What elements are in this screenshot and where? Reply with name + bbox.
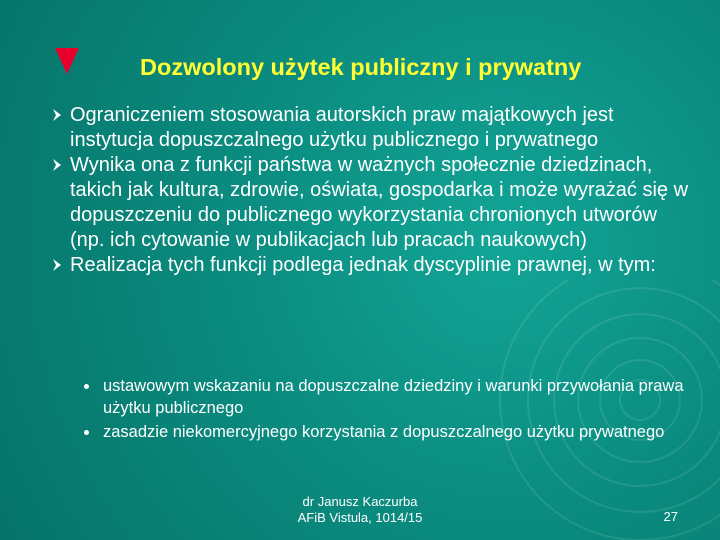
- footer-author: dr Janusz Kaczurba: [302, 494, 418, 509]
- footer-course: AFiB Vistula, 1014/15: [297, 510, 423, 525]
- arrow-bullet-icon: [52, 258, 62, 272]
- page-number: 27: [663, 509, 678, 524]
- bullet-text: Wynika ona z funkcji państwa w ważnych społecznie dziedzinach, takich jak kultura, zdrowie, oświata, gospodarka i może wyrażać się w dopuszczeniu do publicznego wykorzystania chronionych utworów (np. ich cytowanie w publikacjach lub pracach naukowych): [70, 154, 689, 251]
- sub-bullet-text: zasadzie niekomercyjnego korzystania z dopuszczalnego użytku prywatnego: [103, 423, 665, 441]
- bullet-list: [70, 103, 690, 278]
- bullet-item: [70, 103, 690, 153]
- slide-footer: [290, 494, 430, 526]
- slide-title: Dozwolony użytek publiczny i prywatny: [140, 54, 582, 80]
- arrow-bullet-icon: [52, 108, 62, 122]
- bullet-item: [70, 253, 690, 278]
- sub-bullet-list: [103, 376, 693, 447]
- dot-bullet-icon: [84, 384, 89, 389]
- sub-bullet-text: ustawowym wskazaniu na dopuszczalne dziedziny i warunki przywołania prawa użytku publicznego: [103, 377, 684, 417]
- bullet-item: [70, 153, 690, 253]
- sub-bullet-item: [103, 422, 693, 444]
- arrow-bullet-icon: [52, 158, 62, 172]
- dot-bullet-icon: [84, 430, 89, 435]
- bullet-text: Realizacja tych funkcji podlega jednak dyscyplinie prawnej, w tym:: [70, 254, 656, 276]
- bullet-text: Ograniczeniem stosowania autorskich praw majątkowych jest instytucja dopuszczalnego użytku publicznego i prywatnego: [70, 104, 614, 151]
- title-triangle-icon: [55, 48, 79, 74]
- sub-bullet-item: [103, 376, 693, 419]
